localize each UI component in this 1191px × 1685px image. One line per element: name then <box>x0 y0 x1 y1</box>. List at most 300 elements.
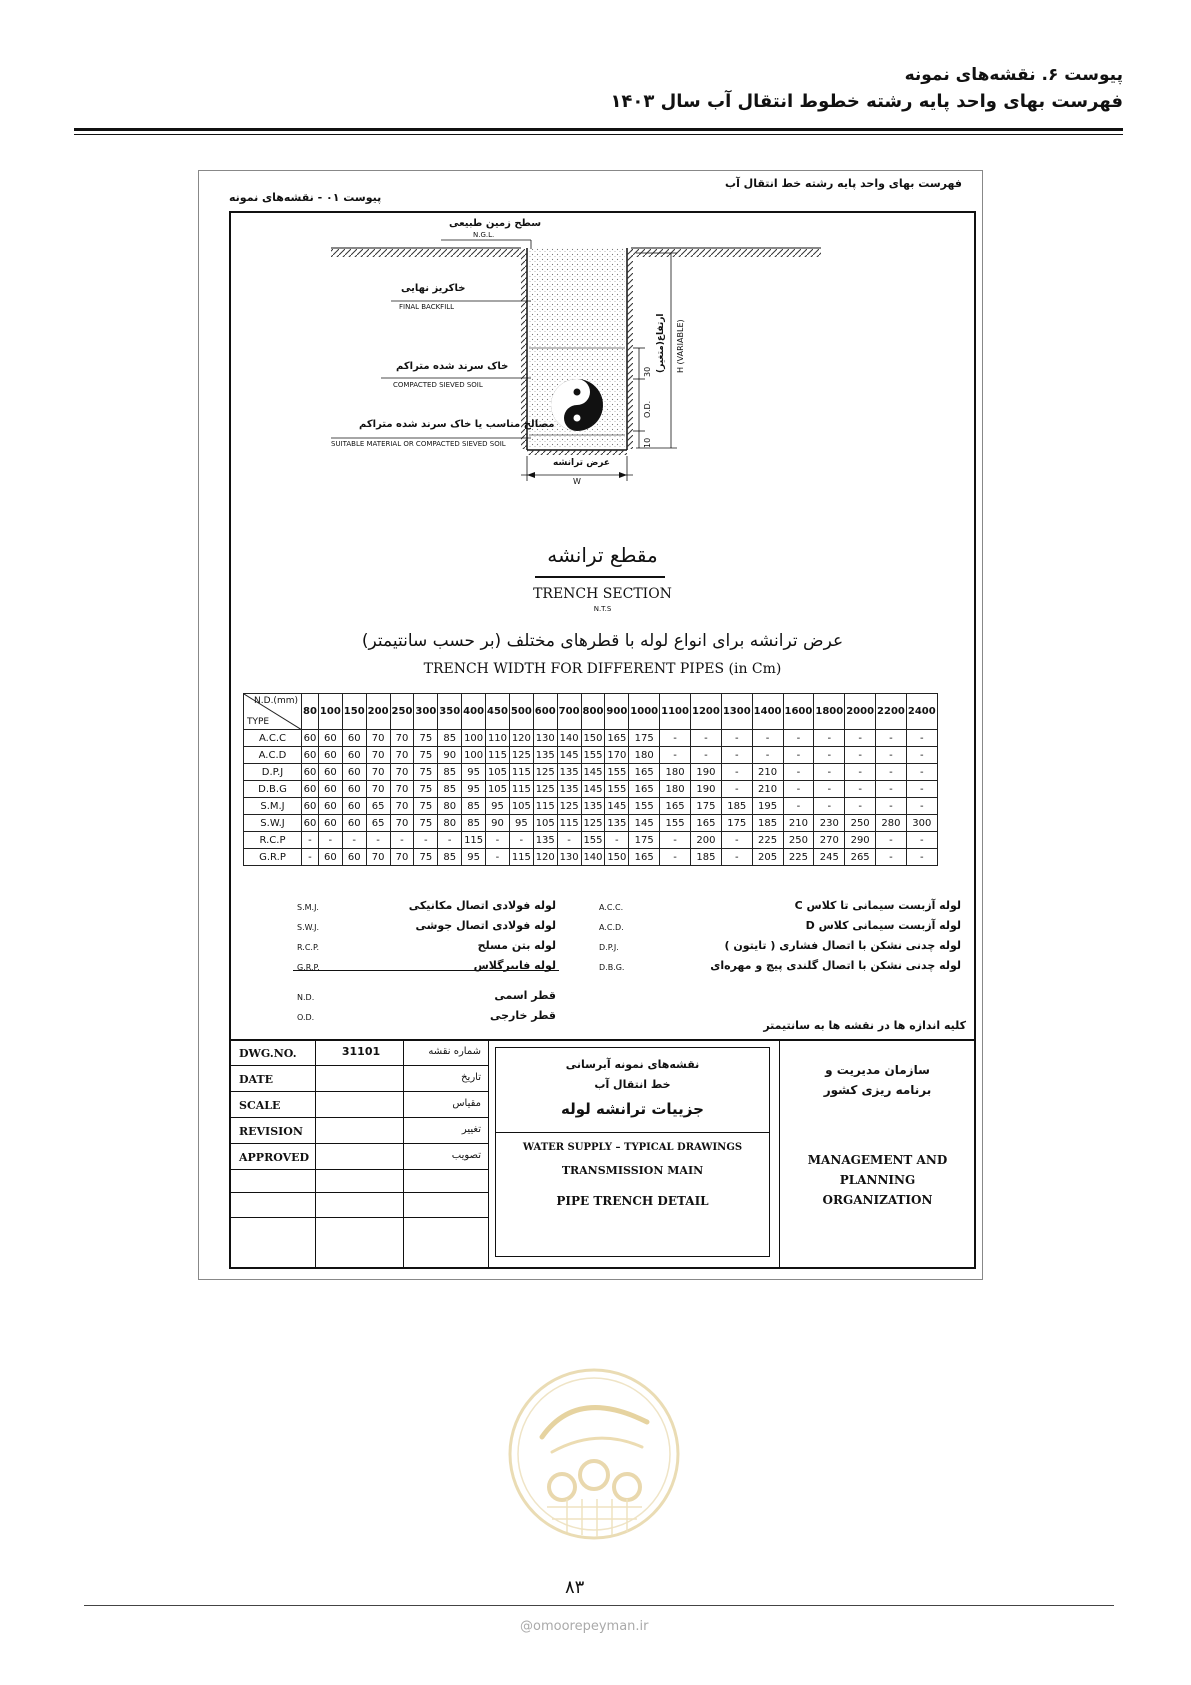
width-cell: 125 <box>533 764 557 781</box>
diameter-header-800: 800 <box>581 694 605 730</box>
diameter-header-500: 500 <box>509 694 533 730</box>
width-cell: 70 <box>390 849 414 866</box>
width-cell: - <box>876 832 907 849</box>
width-cell: 200 <box>690 832 721 849</box>
width-cell: - <box>814 730 845 747</box>
width-cell: 115 <box>509 849 533 866</box>
diameter-header-300: 300 <box>414 694 438 730</box>
diameter-header-900: 900 <box>605 694 629 730</box>
field-row-blank-2 <box>231 1194 489 1218</box>
width-cell: 265 <box>845 849 876 866</box>
pipe-type-cell: A.C.C <box>244 730 302 747</box>
field-label-en: DWG.NO. <box>239 1047 297 1060</box>
width-cell: - <box>783 798 814 815</box>
width-cell: - <box>876 781 907 798</box>
width-cell: 60 <box>318 815 342 832</box>
drawing-title-fa-1: نقشه‌های نمونه آبرسانی <box>565 1058 700 1071</box>
width-cell: 60 <box>318 781 342 798</box>
trench-width-fa: عرض ترانشه <box>553 458 611 468</box>
width-cell: - <box>721 832 752 849</box>
width-cell: 140 <box>557 730 581 747</box>
width-cell: 190 <box>690 764 721 781</box>
width-cell: 145 <box>581 764 605 781</box>
legend-abbr-nd: N.D. <box>297 993 315 1002</box>
width-cell: 70 <box>390 781 414 798</box>
org-name-fa-2: برنامه ریزی کشور <box>823 1083 932 1097</box>
width-cell: 170 <box>605 747 629 764</box>
width-cell: 155 <box>605 781 629 798</box>
width-cell: 85 <box>438 764 462 781</box>
title-block <box>231 1039 974 1267</box>
width-cell: 205 <box>752 849 783 866</box>
width-cell: 85 <box>438 730 462 747</box>
ngl-label-fa: سطح زمین طبیعی <box>449 218 542 229</box>
page-number: ۸۳ <box>565 1577 585 1598</box>
width-cell: 85 <box>438 849 462 866</box>
width-cell: 75 <box>414 730 438 747</box>
title-block-fields <box>231 1041 489 1269</box>
width-cell: - <box>302 849 319 866</box>
org-name-en-3: ORGANIZATION <box>822 1193 933 1207</box>
width-cell: 105 <box>486 764 510 781</box>
dim-10: 10 <box>643 437 652 448</box>
width-cell: 150 <box>581 730 605 747</box>
all-dimensions-note: کلیه اندازه ها در نقشه ها به سانتیمتر <box>763 1019 966 1032</box>
watermark-url: @omoorepeyman.ir <box>520 1619 649 1634</box>
width-cell: 130 <box>533 730 557 747</box>
width-cell: - <box>783 730 814 747</box>
width-cell: - <box>605 832 629 849</box>
width-cell: 155 <box>581 747 605 764</box>
width-cell: - <box>906 832 937 849</box>
width-cell: 155 <box>605 764 629 781</box>
suitable-material-en: SUITABLE MATERIAL OR COMPACTED SIEVED SOIL <box>331 440 506 448</box>
watermark-seal-logo <box>507 1367 682 1542</box>
width-cell: 190 <box>690 781 721 798</box>
width-cell: 60 <box>342 764 366 781</box>
width-cell: 85 <box>438 781 462 798</box>
width-cell: - <box>752 730 783 747</box>
width-cell: - <box>783 781 814 798</box>
trench-drawing <box>231 213 974 528</box>
width-cell: 125 <box>581 815 605 832</box>
field-label-fa: تغییر <box>461 1124 481 1135</box>
width-cell: - <box>814 781 845 798</box>
diameter-header-350: 350 <box>438 694 462 730</box>
diameter-header-700: 700 <box>557 694 581 730</box>
width-cell: 195 <box>752 798 783 815</box>
org-name-en-2: PLANNING <box>839 1173 916 1187</box>
trench-section-figure <box>231 213 974 528</box>
pipe-type-cell: S.M.J <box>244 798 302 815</box>
width-cell: 70 <box>366 730 390 747</box>
trench-width-title-en: TRENCH WIDTH FOR DIFFERENT PIPES (in Cm) <box>423 661 782 677</box>
width-cell: 75 <box>414 747 438 764</box>
field-row-revision <box>231 1119 489 1144</box>
width-cell: 135 <box>605 815 629 832</box>
width-cell: - <box>752 747 783 764</box>
diameter-header-1300: 1300 <box>721 694 752 730</box>
width-cell: 115 <box>533 798 557 815</box>
width-cell: 165 <box>629 764 660 781</box>
width-cell: - <box>366 832 390 849</box>
width-cell: 75 <box>414 764 438 781</box>
width-cell: - <box>342 832 366 849</box>
width-cell: 60 <box>318 849 342 866</box>
legend-text-grp: لوله فایبرگلاس <box>473 959 556 972</box>
field-row-blank-1 <box>231 1171 489 1193</box>
width-cell: 60 <box>302 730 319 747</box>
diameter-header-2200: 2200 <box>876 694 907 730</box>
width-cell: 300 <box>906 815 937 832</box>
width-cell: 70 <box>366 849 390 866</box>
width-cell: - <box>721 730 752 747</box>
width-cell: 135 <box>533 747 557 764</box>
sheet-top-bar <box>199 171 984 211</box>
width-cell: 100 <box>462 747 486 764</box>
width-cell: 120 <box>509 730 533 747</box>
trench-width-table <box>243 693 938 866</box>
width-cell: - <box>876 798 907 815</box>
legend-text-swj: لوله فولادی اتصال جوشی <box>415 919 556 932</box>
width-cell: 250 <box>783 832 814 849</box>
diameter-header-1400: 1400 <box>752 694 783 730</box>
width-cell: 175 <box>629 832 660 849</box>
width-cell: 165 <box>660 798 691 815</box>
title-block-organization <box>779 1041 974 1269</box>
field-row-date <box>231 1067 489 1092</box>
width-cell: 60 <box>342 815 366 832</box>
field-label-en: SCALE <box>239 1099 281 1112</box>
width-cell: - <box>690 747 721 764</box>
footer-rule <box>84 1605 1114 1606</box>
pipe-type-cell: D.P.J <box>244 764 302 781</box>
width-cell: 165 <box>605 730 629 747</box>
width-cell: - <box>690 730 721 747</box>
width-cell: 165 <box>629 849 660 866</box>
table-corner-cell <box>244 694 302 730</box>
width-cell: 115 <box>462 832 486 849</box>
width-cell: 60 <box>302 764 319 781</box>
width-cell: 115 <box>509 781 533 798</box>
width-cell: - <box>557 832 581 849</box>
width-cell: 145 <box>557 747 581 764</box>
field-row-scale <box>231 1093 489 1118</box>
width-cell: - <box>845 798 876 815</box>
final-backfill-fa: خاکریز نهایی <box>401 283 466 294</box>
width-cell: - <box>845 764 876 781</box>
field-row-approved <box>231 1145 489 1170</box>
width-cell: - <box>876 747 907 764</box>
drawing-title-en-1: WATER SUPPLY – TYPICAL DRAWINGS <box>522 1142 743 1153</box>
title-block-drawing-title <box>489 1041 779 1269</box>
width-cell: 145 <box>581 781 605 798</box>
width-cell: 90 <box>486 815 510 832</box>
width-cell: 165 <box>690 815 721 832</box>
drawing-title-en-2: TRANSMISSION MAIN <box>561 1164 704 1177</box>
width-cell: - <box>660 730 691 747</box>
width-cell: - <box>414 832 438 849</box>
width-cell: 115 <box>509 764 533 781</box>
legend-abbr-dpj: D.P.J. <box>599 943 619 952</box>
width-cell: 210 <box>783 815 814 832</box>
width-cell: 120 <box>533 849 557 866</box>
width-cell: 175 <box>629 730 660 747</box>
legend-abbr-rcp: R.C.P. <box>297 943 320 952</box>
field-label-fa: تصویب <box>451 1150 481 1161</box>
width-cell: - <box>660 849 691 866</box>
field-label-en: APPROVED <box>239 1151 310 1164</box>
width-cell: - <box>302 832 319 849</box>
width-cell: - <box>845 747 876 764</box>
width-cell: 180 <box>660 781 691 798</box>
width-cell: 75 <box>414 849 438 866</box>
width-cell: - <box>814 764 845 781</box>
dim-od: O.D. <box>643 400 652 418</box>
width-cell: 75 <box>414 798 438 815</box>
width-cell: - <box>783 764 814 781</box>
width-cell: 90 <box>438 747 462 764</box>
width-cell: 180 <box>629 747 660 764</box>
height-label-fa: ارتفاع(متغیر) <box>656 313 666 373</box>
width-cell: - <box>721 747 752 764</box>
table-row <box>244 764 938 781</box>
diameter-header-100: 100 <box>318 694 342 730</box>
width-cell: 65 <box>366 798 390 815</box>
diameter-header-200: 200 <box>366 694 390 730</box>
diameter-header-1200: 1200 <box>690 694 721 730</box>
width-cell: 230 <box>814 815 845 832</box>
width-cell: 105 <box>533 815 557 832</box>
section-title-en: TRENCH SECTION <box>533 586 672 602</box>
legend-abbr-swj: S.W.J. <box>297 923 320 932</box>
width-cell: 140 <box>581 849 605 866</box>
pipe-type-cell: R.C.P <box>244 832 302 849</box>
dim-30: 30 <box>643 366 652 377</box>
drawing-title-fa-3: جزییات ترانشه لوله <box>561 1100 704 1118</box>
header-line-1: پیوست ۶. نقشه‌های نمونه <box>904 65 1123 85</box>
table-row <box>244 730 938 747</box>
width-cell: 60 <box>318 798 342 815</box>
width-cell: - <box>438 832 462 849</box>
width-cell: - <box>876 764 907 781</box>
width-cell: - <box>906 849 937 866</box>
width-cell: 95 <box>462 781 486 798</box>
width-cell: 155 <box>660 815 691 832</box>
legend-abbr-od: O.D. <box>297 1013 315 1022</box>
width-cell: 155 <box>581 832 605 849</box>
width-cell: 115 <box>557 815 581 832</box>
width-cell: 145 <box>605 798 629 815</box>
pipe-type-cell: D.B.G <box>244 781 302 798</box>
width-cell: 75 <box>414 815 438 832</box>
drawing-title-fa-2: خط انتقال آب <box>594 1078 671 1091</box>
corner-type-label: TYPE <box>247 717 270 727</box>
width-cell: 95 <box>462 849 486 866</box>
diameter-header-2400: 2400 <box>906 694 937 730</box>
header-rule-thin <box>74 134 1123 135</box>
section-title-underline <box>535 576 665 578</box>
width-cell: 60 <box>318 747 342 764</box>
width-cell: 70 <box>390 798 414 815</box>
pipe-type-cell: G.R.P <box>244 849 302 866</box>
width-cell: 60 <box>342 730 366 747</box>
trench-width-en: W <box>573 477 581 486</box>
legend-abbr-acc: A.C.C. <box>599 903 624 912</box>
width-cell: 175 <box>721 815 752 832</box>
table-row <box>244 849 938 866</box>
width-cell: - <box>845 781 876 798</box>
suitable-material-fa: مصالح مناسب یا خاک سرند شده متراکم <box>359 419 555 430</box>
final-backfill-en: FINAL BACKFILL <box>399 303 455 311</box>
width-cell: 155 <box>629 798 660 815</box>
diameter-header-450: 450 <box>486 694 510 730</box>
width-cell: 225 <box>783 849 814 866</box>
width-cell: - <box>486 849 510 866</box>
width-cell: 150 <box>605 849 629 866</box>
width-cell: 250 <box>845 815 876 832</box>
width-cell: - <box>845 730 876 747</box>
width-cell: 65 <box>366 815 390 832</box>
pipe-type-cell: S.W.J <box>244 815 302 832</box>
width-cell: 95 <box>462 764 486 781</box>
legend-text-dpj: لوله چدنی نشکن با اتصال فشاری ( تایتون ) <box>724 939 961 952</box>
drawing-title-en-3: PIPE TRENCH DETAIL <box>556 1194 709 1208</box>
width-cell: 60 <box>318 730 342 747</box>
legend-abbr-smj: S.M.J. <box>297 903 319 912</box>
width-cell: - <box>660 832 691 849</box>
width-cell: 100 <box>462 730 486 747</box>
width-cell: 225 <box>752 832 783 849</box>
legend-abbr-grp: G.R.P. <box>297 963 320 972</box>
width-cell: 135 <box>557 764 581 781</box>
sheet-top-left: پیوست ۰۱ - نقشه‌های نمونه <box>229 191 382 204</box>
legend-abbr-acd: A.C.D. <box>599 923 624 932</box>
corner-nd-label: N.D.(mm) <box>254 696 298 706</box>
width-cell: - <box>906 798 937 815</box>
width-cell: - <box>783 747 814 764</box>
width-cell: 85 <box>462 815 486 832</box>
width-cell: 105 <box>509 798 533 815</box>
diameter-header-80: 80 <box>302 694 319 730</box>
width-cell: - <box>876 730 907 747</box>
ngl-label-en: N.G.L. <box>473 231 495 239</box>
width-cell: 125 <box>557 798 581 815</box>
legend-abbr-dbg: D.B.G. <box>599 963 625 972</box>
width-cell: 80 <box>438 815 462 832</box>
width-cell: 70 <box>390 747 414 764</box>
width-cell: 70 <box>390 815 414 832</box>
header-line-2: فهرست بهای واحد پایه رشته خطوط انتقال آب سال ۱۴۰۳ <box>610 91 1123 112</box>
field-label-fa: تاریخ <box>461 1072 481 1083</box>
table-header-row <box>244 694 938 730</box>
width-cell: - <box>318 832 342 849</box>
width-cell: 70 <box>390 730 414 747</box>
diameter-header-1800: 1800 <box>814 694 845 730</box>
diameter-header-1600: 1600 <box>783 694 814 730</box>
table-row <box>244 747 938 764</box>
field-row-dwg <box>231 1041 489 1066</box>
width-cell: 175 <box>690 798 721 815</box>
field-label-fa: مقیاس <box>452 1098 481 1109</box>
width-cell: 270 <box>814 832 845 849</box>
width-cell: 125 <box>533 781 557 798</box>
width-cell: - <box>660 747 691 764</box>
drawing-frame <box>229 211 976 1269</box>
width-cell: 60 <box>342 798 366 815</box>
diameter-header-2000: 2000 <box>845 694 876 730</box>
width-cell: 165 <box>629 781 660 798</box>
width-cell: - <box>814 798 845 815</box>
width-cell: 80 <box>438 798 462 815</box>
section-nts: N.T.S <box>593 605 612 613</box>
width-cell: 70 <box>390 764 414 781</box>
table-row <box>244 832 938 849</box>
width-cell: 60 <box>342 849 366 866</box>
width-cell: 105 <box>486 781 510 798</box>
org-name-en-1: MANAGEMENT AND <box>807 1153 948 1167</box>
diameter-header-1100: 1100 <box>660 694 691 730</box>
width-cell: - <box>814 747 845 764</box>
width-cell: - <box>906 764 937 781</box>
diameter-header-1000: 1000 <box>629 694 660 730</box>
width-cell: - <box>876 849 907 866</box>
width-cell: 60 <box>302 747 319 764</box>
width-cell: 60 <box>342 747 366 764</box>
width-cell: 75 <box>414 781 438 798</box>
width-cell: 110 <box>486 730 510 747</box>
width-cell: 85 <box>462 798 486 815</box>
pipe-type-cell: A.C.D <box>244 747 302 764</box>
legend-text-acd: لوله آزبست سیمانی کلاس D <box>805 919 961 932</box>
field-label-fa: شماره نقشه <box>428 1046 481 1057</box>
compacted-soil-fa: خاک سرند شده متراکم <box>396 361 509 372</box>
width-cell: 185 <box>690 849 721 866</box>
width-cell: 70 <box>366 764 390 781</box>
width-cell: - <box>906 730 937 747</box>
legend-text-nd: قطر اسمی <box>494 989 556 1002</box>
width-cell: 135 <box>557 781 581 798</box>
width-cell: 185 <box>752 815 783 832</box>
legend-text-od: قطر خارجی <box>489 1009 556 1022</box>
width-cell: 135 <box>581 798 605 815</box>
table-row <box>244 798 938 815</box>
field-value: 31101 <box>341 1045 381 1058</box>
width-cell: 115 <box>486 747 510 764</box>
drawing-sheet <box>198 170 983 1280</box>
width-cell: 210 <box>752 781 783 798</box>
width-cell: 70 <box>366 781 390 798</box>
width-cell: 180 <box>660 764 691 781</box>
height-label-en: H (VARIABLE) <box>676 319 685 373</box>
width-cell: 290 <box>845 832 876 849</box>
diameter-header-150: 150 <box>342 694 366 730</box>
width-cell: 130 <box>557 849 581 866</box>
width-cell: 60 <box>302 781 319 798</box>
field-label-en: DATE <box>239 1073 274 1086</box>
width-cell: 125 <box>509 747 533 764</box>
compacted-soil-en: COMPACTED SIEVED SOIL <box>393 381 483 389</box>
legend-text-smj: لوله فولادی اتصال مکانیکی <box>408 899 556 912</box>
section-title-fa: مقطع ترانشه <box>547 543 658 567</box>
width-cell: - <box>906 747 937 764</box>
width-cell: 280 <box>876 815 907 832</box>
table-row <box>244 781 938 798</box>
legend-text-rcp: لوله بتن مسلح <box>477 939 556 952</box>
width-cell: 135 <box>533 832 557 849</box>
page-header <box>63 62 1123 116</box>
diameter-header-600: 600 <box>533 694 557 730</box>
